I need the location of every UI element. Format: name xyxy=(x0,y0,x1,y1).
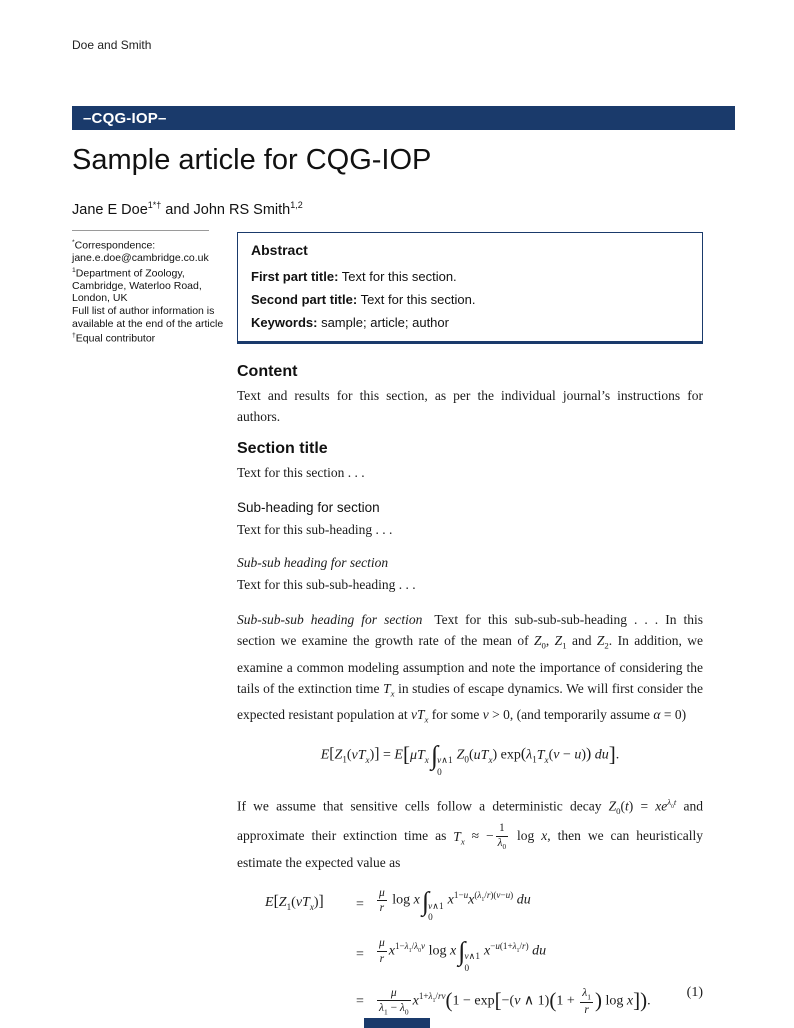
equation-row xyxy=(237,936,703,974)
author-info-note: Full list of author information is xyxy=(72,304,215,317)
abstract-part-text: Text for this section. xyxy=(357,292,476,307)
assumption-paragraph: If we assume that sensitive cells follow a deterministic decay $Z_0(t) = xe^{\lambda_0t}$ and approximate their extinction time as $T_x$ ≈ − $\frac{1}{\lambda_0}$ log x, then we can heuristically estimate the expected value as xyxy=(237,797,703,871)
article-title: Sample article for CQG-IOP xyxy=(72,144,432,176)
equation-rhs: $\frac{\mu}{\lambda_1 - \lambda_0}$ $x^{1+\lambda_1/rv}(1 - \exp[-(v$ ∧ 1)(1 + $\frac{\lambda_1}{r}$ ) log x]). xyxy=(379,987,651,1017)
abstract-part-second xyxy=(251,291,689,308)
display-equation: $E[Z_1(vT_x)] = E[\mu T_x\int$ v∧1 0 $Z_0(uT_x) \exp(\lambda_1T_x(v - u))$ du]. xyxy=(320,740,620,777)
equation-row xyxy=(237,986,703,1017)
abstract-part-first xyxy=(251,268,689,285)
affiliation-line: London, UK xyxy=(72,292,128,305)
abstract-part-label: First part title: xyxy=(251,269,339,284)
equals-sign: = xyxy=(356,896,364,912)
abstract-part-label: Keywords: xyxy=(251,315,318,330)
subsubsection-heading: Sub-sub heading for section xyxy=(237,555,389,570)
next-page-preview-bar xyxy=(364,1018,430,1028)
equals-sign: = xyxy=(356,993,364,1009)
author-line: Jane E Doe$^{1*\dagger}$ and John RS Smith$^{1,2}$ xyxy=(72,200,303,218)
correspondence-email: jane.e.doe@cambridge.co.uk xyxy=(72,252,209,265)
abstract-part-text: sample; article; author xyxy=(317,315,449,330)
equation-rhs: $\frac{\mu}{r}$ log x∫ v∧1 0 $x^{1-u}x^{(\lambda_1/r)(v-u)}$ du xyxy=(379,885,531,923)
journal-banner xyxy=(72,106,735,130)
content-paragraph: Text and results for this section, as per the individual journal’s instructions for authors. xyxy=(237,388,703,424)
subsubsub-paragraph xyxy=(237,609,703,731)
abstract-box xyxy=(237,232,703,344)
abstract-keywords xyxy=(251,314,689,331)
equation-rhs: $\frac{\mu}{r}$ $x^{1-\lambda_1/\lambda_0v}$ log x∫ v∧1 0 $x^{-u(1+\lambda_1/r)}$ du xyxy=(379,936,547,973)
affiliation-line: $^1$Department of Zoology, xyxy=(72,266,185,280)
aligned-equation-block xyxy=(237,885,703,1017)
section-heading: Section title xyxy=(237,440,328,457)
equal-contributor-note: †Equal contributor xyxy=(72,332,156,345)
equation-lhs: $E[Z_1(vT_x)]$ xyxy=(265,893,324,912)
equation-number: (1) xyxy=(686,985,703,1001)
subsection-heading: Sub-heading for section xyxy=(237,500,380,515)
equals-sign: = xyxy=(356,946,364,962)
subsubsub-text: Text for this sub-sub-sub-heading . . . In this section we examine the growth rate of the mean of $Z_0$, $Z_1$ and $Z_2$. In addition, we examine a common modeling assumption and note the importance of considering the tails of the extinction time $T_x$ in studies of escape dynamics. We will first consider the expected resistant population at $vT_x$ for some v > 0, (and temporarily assume α = 0) xyxy=(237,612,704,726)
abstract-part-text: Text for this section. xyxy=(338,269,457,284)
author-info-note: available at the end of the article xyxy=(72,317,224,330)
content-heading: Content xyxy=(237,363,298,380)
abstract-heading: Abstract xyxy=(251,242,308,258)
journal-banner-label: –CQG-IOP– xyxy=(83,109,167,127)
subsubsection-paragraph: Text for this sub-sub-heading . . . xyxy=(237,577,416,592)
abstract-part-label: Second part title: xyxy=(251,292,358,307)
correspondence-label: *Correspondence: xyxy=(72,239,156,252)
affiliation-line: Cambridge, Waterloo Road, xyxy=(72,279,202,292)
equation-row xyxy=(237,885,703,923)
subsection-paragraph: Text for this sub-heading . . . xyxy=(237,522,393,537)
running-head: Doe and Smith xyxy=(72,38,152,52)
article-body xyxy=(237,362,703,1028)
section-paragraph: Text for this section . . . xyxy=(237,465,365,480)
subsubsub-heading: Sub-sub-sub heading for section xyxy=(237,612,423,627)
sidebar-divider xyxy=(72,230,209,231)
correspondence-block xyxy=(72,237,230,345)
